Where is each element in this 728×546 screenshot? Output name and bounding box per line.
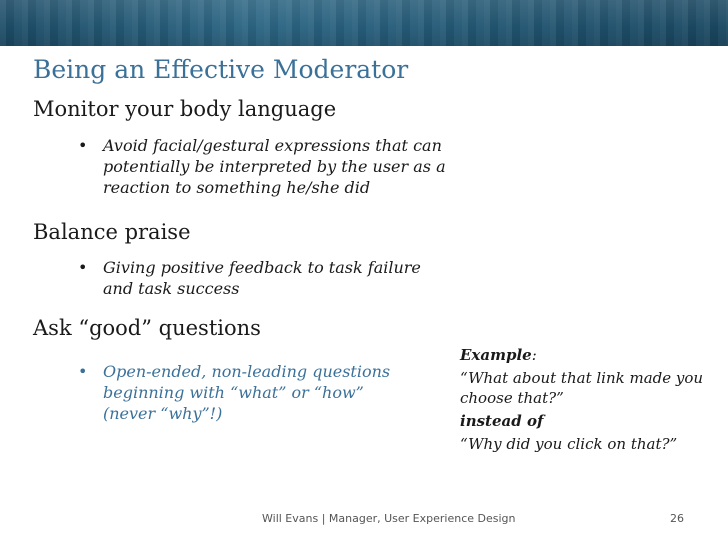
example-label-suffix: : — [531, 346, 537, 364]
slide-title: Being an Effective Moderator — [33, 55, 409, 84]
section-heading-balance-praise: Balance praise — [33, 220, 191, 244]
bullet-dot: • — [78, 136, 88, 155]
example-label — [460, 345, 710, 365]
example-label-text: Example — [460, 346, 532, 364]
example-bad-question: “Why did you click on that?” — [460, 435, 678, 453]
bullet-body-language — [78, 135, 458, 198]
section-heading-good-questions: Ask “good” questions — [33, 316, 261, 340]
bullet-dot: • — [78, 362, 88, 381]
bullet-dot: • — [78, 258, 88, 277]
header-banner — [0, 0, 728, 46]
footer-credit: Will Evans | Manager, User Experience Design — [262, 512, 516, 525]
example-box — [460, 345, 710, 457]
page-number: 26 — [670, 512, 684, 525]
bullet-balance-praise — [78, 257, 438, 299]
bullet-text: Open-ended, non-leading questions beginning with “what” or “how” (never “why”!) — [103, 362, 391, 423]
bullet-text: Avoid facial/gestural expressions that can potentially be interpreted by the user as a reaction to something he/she did — [103, 136, 446, 197]
section-heading-body-language: Monitor your body language — [33, 97, 337, 121]
bullet-text: Giving positive feedback to task failure and task success — [103, 258, 421, 298]
example-good-question: “What about that link made you choose that?” — [460, 369, 704, 407]
bullet-good-questions — [78, 361, 408, 424]
example-instead-of: instead of — [460, 412, 544, 430]
